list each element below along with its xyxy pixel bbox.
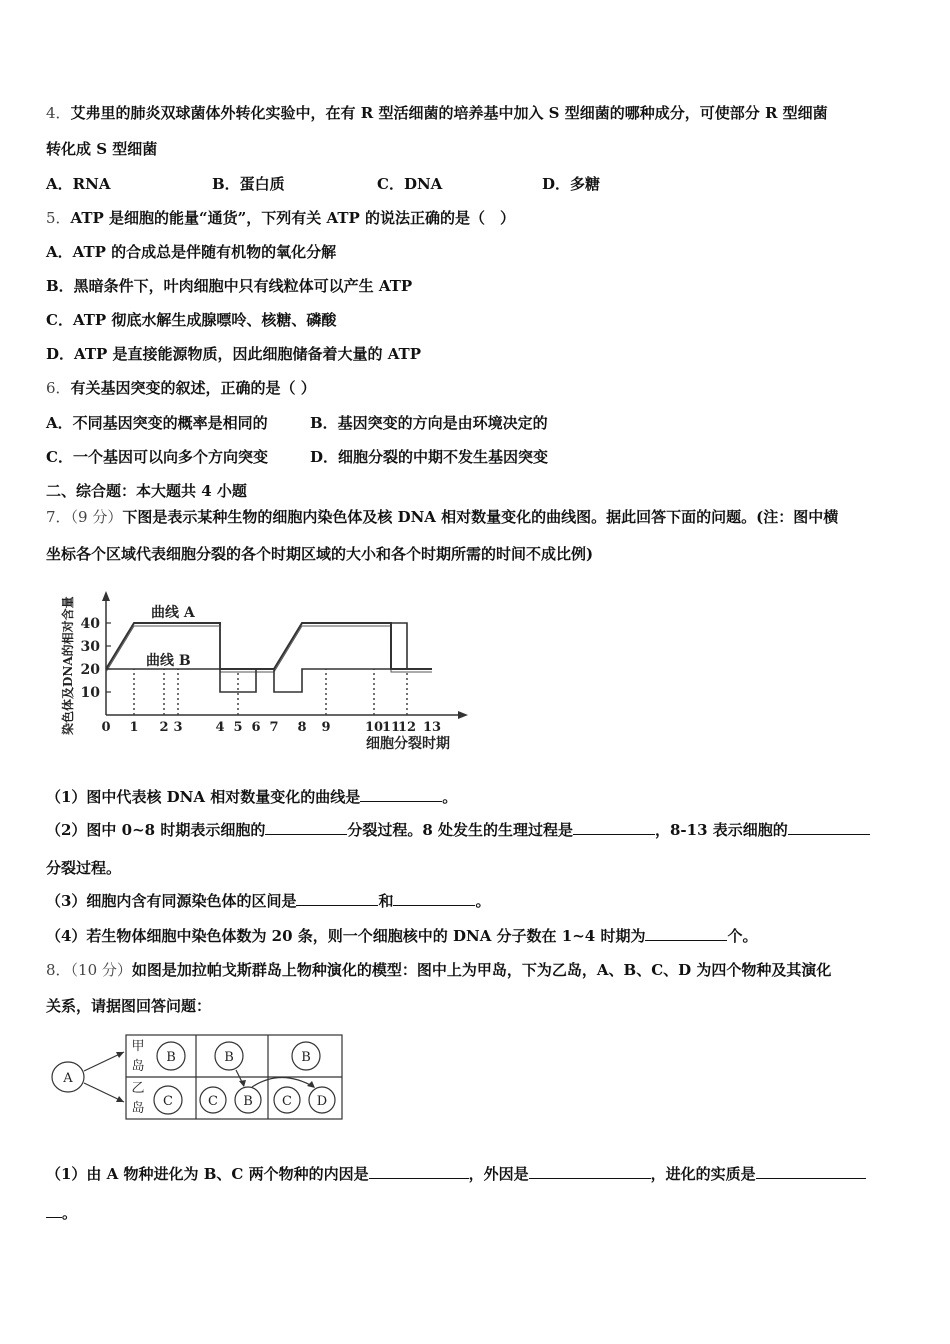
- y-tick-label: 40: [80, 616, 100, 632]
- section-heading: 二、综合题：本大题共 4 小题: [46, 482, 247, 500]
- q6-stem: 6．有关基因突变的叙述，正确的是（ ）: [46, 379, 316, 397]
- q7-stem-line1: 7．（9 分）下图是表示某种生物的细胞内染色体及核 DNA 相对数量变化的曲线图。据此回答下面的问题。(注：图中横: [46, 508, 839, 526]
- x-tick-label: 11: [381, 720, 401, 735]
- q5-stem: 5．ATP 是细胞的能量“通货”，下列有关 ATP 的说法正确的是（ ）: [46, 209, 515, 227]
- label-b: B: [243, 1094, 253, 1109]
- answer-blank[interactable]: [573, 820, 655, 835]
- label-d: D: [316, 1094, 328, 1109]
- curve-b-label: 曲线 B: [146, 653, 191, 669]
- answer-blank[interactable]: [369, 1164, 469, 1179]
- q4-stem-line1: 4．艾弗里的肺炎双球菌体外转化实验中，在有 R 型活细菌的培养基中加入 S 型细菌的哪种成分，可使部分 R 型细菌: [46, 104, 828, 122]
- q6-option-c: C．一个基因可以向多个方向突变: [46, 448, 268, 466]
- answer-blank[interactable]: [360, 787, 442, 802]
- x-tick-label: 13: [422, 720, 442, 735]
- label-b: B: [224, 1050, 234, 1065]
- q4-option-c: C．DNA: [377, 175, 443, 193]
- answer-blank[interactable]: [296, 891, 378, 906]
- x-tick-label: 8: [297, 720, 307, 735]
- q8-sub1-cont: 。: [46, 1203, 77, 1223]
- y-axis-arrow: [102, 591, 110, 601]
- q4-option-d: D．多糖: [542, 175, 601, 193]
- chromosome-dna-chart: [56, 585, 476, 760]
- q6-option-b: B．基因突变的方向是由环境决定的: [310, 414, 548, 432]
- x-tick-label: 9: [321, 720, 331, 735]
- q4-stem-line2: 转化成 S 型细菌: [46, 140, 158, 158]
- answer-blank[interactable]: [645, 926, 727, 941]
- label-c: C: [282, 1094, 292, 1109]
- q8-score: （10 分）: [70, 961, 132, 979]
- x-tick-label: 10: [364, 720, 384, 735]
- q8-stem-line2: 关系，请据图回答问题：: [46, 997, 212, 1015]
- q7-sub1: （1）图中代表核 DNA 相对数量变化的曲线是 。: [46, 788, 458, 806]
- island-jia-label: 岛: [131, 1059, 145, 1074]
- x-tick-label: 2: [159, 720, 169, 735]
- x-tick-label: 5: [233, 720, 243, 735]
- island-jia-label: 甲: [131, 1039, 145, 1054]
- q5-option-a: A．ATP 的合成总是伴随有机物的氧化分解: [46, 243, 337, 261]
- q7-sub4: （4）若生物体细胞中染色体数为 20 条，则一个细胞核中的 DNA 分子数在 1~4 时期为 个。: [46, 927, 758, 945]
- island-yi-label: 乙: [131, 1081, 145, 1096]
- x-axis-label: 细胞分裂时期: [366, 736, 450, 752]
- label-c: C: [208, 1094, 218, 1109]
- q4-option-a: A．RNA: [46, 175, 111, 193]
- answer-blank[interactable]: [265, 820, 347, 835]
- q7-sub3: （3）细胞内含有同源染色体的区间是 和 。: [46, 892, 491, 910]
- x-tick-label: 12: [397, 720, 417, 735]
- label-b: B: [166, 1050, 176, 1065]
- arrow-b-to-d: [252, 1078, 314, 1088]
- q6-option-a: A．不同基因突变的概率是相同的: [46, 414, 268, 432]
- q7-sub2: （2）图中 0~8 时期表示细胞的 分裂过程。8 处发生的生理过程是 ，8-13 表示细胞的: [46, 820, 870, 840]
- x-tick-label: 7: [269, 720, 279, 735]
- q4-option-b: B．蛋白质: [212, 175, 285, 193]
- x-tick-label: 0: [101, 720, 111, 735]
- answer-blank[interactable]: [46, 1203, 62, 1218]
- island-evolution-diagram: [46, 1030, 346, 1125]
- q5-option-c: C．ATP 彻底水解生成腺嘌呤、核糖、磷酸: [46, 311, 337, 329]
- curve-a-label: 曲线 A: [151, 605, 195, 621]
- answer-blank[interactable]: [788, 820, 870, 835]
- answer-blank[interactable]: [756, 1164, 866, 1179]
- q7-score: （9 分）: [70, 508, 123, 526]
- label-b: B: [301, 1050, 311, 1065]
- q7-sub2-cont: 分裂过程。: [46, 859, 122, 877]
- q6-option-d: D．细胞分裂的中期不发生基因突变: [310, 448, 549, 466]
- x-tick-label: 6: [251, 720, 261, 735]
- x-tick-label: 3: [173, 720, 183, 735]
- q8-sub1: （1）由 A 物种进化为 B、C 两个物种的内因是 ，外因是 ，进化的实质是: [46, 1164, 866, 1184]
- x-tick-label: 1: [129, 720, 139, 735]
- q5-option-d: D．ATP 是直接能源物质，因此细胞储备着大量的 ATP: [46, 345, 421, 363]
- q7-stem-line2: 坐标各个区域代表细胞分裂的各个时期区域的大小和各个时期所需的时间不成比例): [46, 545, 594, 563]
- y-tick-label: 20: [80, 662, 100, 678]
- arrowhead: [239, 1080, 246, 1087]
- q5-option-b: B．黑暗条件下，叶肉细胞中只有线粒体可以产生 ATP: [46, 277, 413, 295]
- x-tick-label: 4: [215, 720, 225, 735]
- island-yi-label: 岛: [131, 1101, 145, 1116]
- label-a: A: [63, 1071, 73, 1086]
- y-axis-label: 染色体及DNA的相对含量: [61, 596, 75, 735]
- x-axis-arrow: [458, 711, 468, 719]
- q8-stem-line1: 8．（10 分）如图是加拉帕戈斯群岛上物种演化的模型：图中上为甲岛，下为乙岛，A、B、C、D 为四个物种及其演化: [46, 961, 832, 979]
- y-tick-label: 10: [80, 685, 100, 701]
- answer-blank[interactable]: [529, 1164, 651, 1179]
- question-number: 4．: [46, 104, 71, 122]
- y-tick-label: 30: [80, 639, 100, 655]
- answer-blank[interactable]: [393, 891, 475, 906]
- label-c: C: [163, 1094, 173, 1109]
